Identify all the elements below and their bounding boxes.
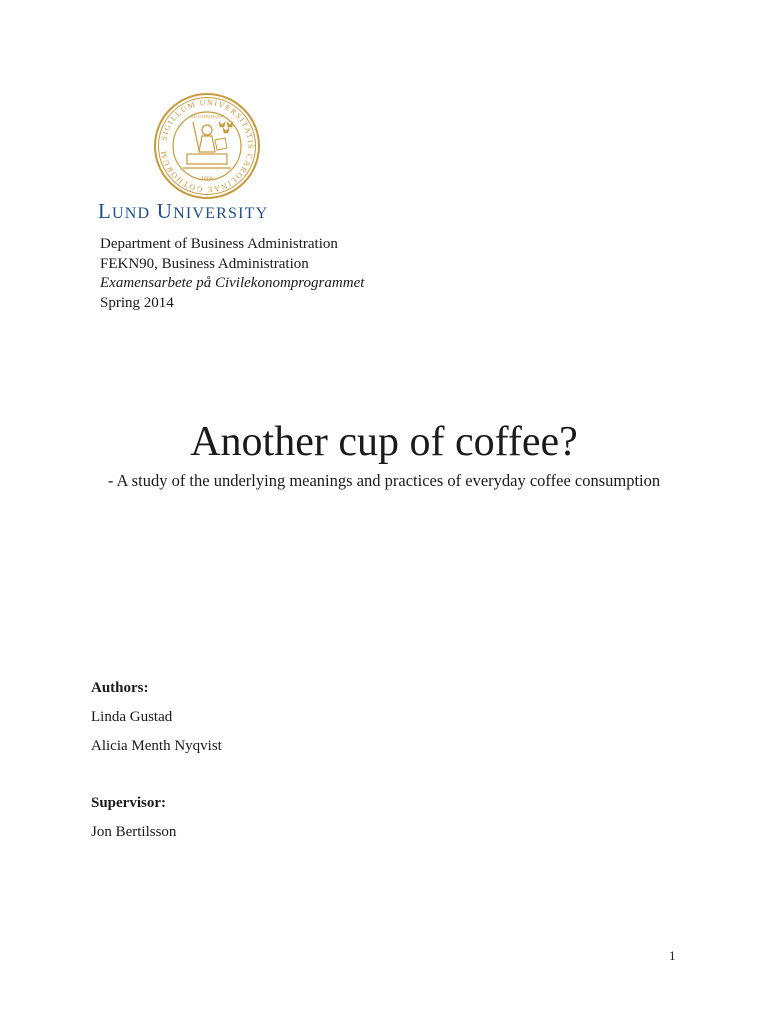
seal-year: 1666 <box>201 176 213 182</box>
document-subtitle: - A study of the underlying meanings and practices of everyday coffee consumption <box>107 471 661 490</box>
lund-university-seal-icon <box>153 92 261 200</box>
seal-ring-text: SIGILLUM UNIVERSITATIS CAROLINAE GOTHORUM <box>159 97 256 195</box>
wordmark-initial-l: L <box>98 199 113 223</box>
wordmark-rest-niversity: NIVERSITY <box>173 205 269 222</box>
authors-heading: Authors: <box>91 680 149 696</box>
document-title: Another cup of coffee? <box>190 419 578 465</box>
department-line: Department of Business Administration <box>100 236 338 252</box>
wordmark-rest-und: UND <box>112 205 151 222</box>
supervisor-heading: Supervisor: <box>91 795 166 811</box>
course-line: FEKN90, Business Administration <box>100 255 309 272</box>
term-line: Spring 2014 <box>100 294 174 311</box>
author-name: Alicia Menth Nyqvist <box>91 738 222 754</box>
program-line: Examensarbete på Civilekonomprogrammet <box>100 275 365 291</box>
author-name: Linda Gustad <box>91 709 173 725</box>
lund-university-wordmark <box>98 199 268 224</box>
department-block <box>100 235 364 313</box>
wordmark-initial-u: U <box>156 199 174 223</box>
supervisor-name: Jon Bertilsson <box>91 824 177 840</box>
page-number: 1 <box>669 948 676 963</box>
seal-motto: AD UTRUMQUE <box>190 114 224 119</box>
